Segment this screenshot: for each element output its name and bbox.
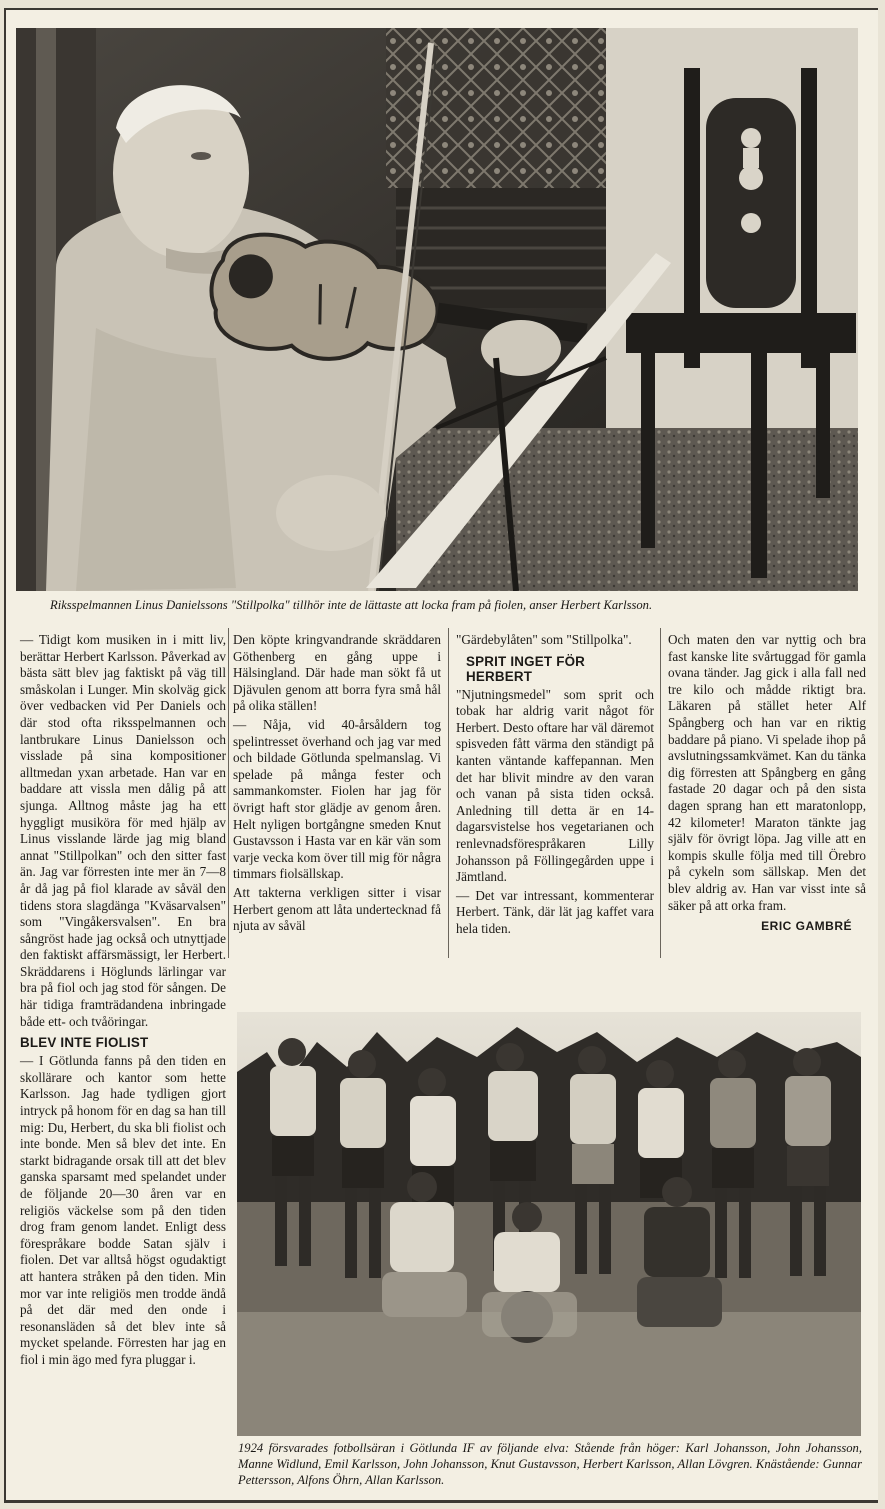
article-column-3 (456, 632, 654, 940)
subheading-sprit-inget: SPRIT INGET FÖR HERBERT (466, 653, 586, 684)
paragraph: Att takterna verkligen sitter i visar Herbert genom att låta undertecknad få njuta av såväl (233, 884, 441, 934)
fiddler-photo-drawing (16, 28, 858, 591)
column-rule (660, 628, 661, 958)
paragraph: — Det var intressant, kommenterar Herbert. Tänk, där lät jag kaffet vara hela tiden. (456, 887, 654, 936)
photo-caption-team: 1924 försvarades fotbollsäran i Götlunda IF av följande elva: Stående från höger: Karl Johansson, John Johansson, Manne Widlund, Emil Karlsson, John Johansson, Knut Gustavsson, Herbert Karlsson, Allan Lövgren. Knästående: Gunnar Pettersson, Alfons Öhrn, Allan Karlsson. (238, 1441, 862, 1487)
article-column-4 (668, 632, 866, 935)
subheading-blev-inte-fiolist: BLEV INTE FIOLIST (20, 1035, 149, 1051)
column-rule (228, 628, 229, 958)
photo-caption-top: Riksspelmannen Linus Danielssons "Stillpolka" tillhör inte de lättaste att locka fram på fiolen, anser Herbert Karlsson. (50, 598, 653, 612)
paragraph: — Tidigt kom musiken in i mitt liv, berättar Herbert Karlsson. Påverkad av bästa sätt blev jag faktiskt på väg till småskolan i Lunger. Min skolväg gick över vedbacken vid Per Daniels och där stod ofta riksspelmannen och lantbrukare Linus Danielsson och visslade på sina kompositioner alltmedan yxan arbetade. Han var en baddare att vissla men dålig på att sjunga. Alltnog måste jag ha ett hyggligt musiköra för med hjälp av Linus visslande lärde jag mig bland annat "Stillpolkan" och den sitter fast än. Jag var förresten inte mer än 7—8 år då jag på fiol klarade av såväl den tidens stora slagdänga "Kväsarvalsen" som "Vingåkersvalsen". En bra sångröst hade jag också och utnyttjade den faktiskt affärsmässigt, ler Herbert. Skräddarens i Höglunds lärlingar var bra på fiol och jag stod för sången. De här tidiga framträdandena inbringade både ett- och tvåöringar. (20, 632, 226, 1029)
paragraph: — I Götlunda fanns på den tiden en skollärare och kantor som hette Karlsson. Jag hade tydligen gjort intryck på honom för en dag sa han till mig: Du, Herbert, du ska bli fiolist och inte bonde. Men så blev det inte. En starkt bidragande orsak till att det blev ganska sparsamt med spelandet under de följande 20—30 åren var en religiös väckelse som på den tiden drog fram genom landet. Enligt dess förespråkare bodde Satan själv i fiolen. Det var alltså högst ogudaktigt att hantera stråken på den tiden. Min mor var inte religiös men trodde ändå på det där med den onde i resonansläden så det blev inte så mycket spelande. Förresten har jag en fiol i min ägo med fyra pluggar i. (20, 1053, 226, 1367)
paragraph: "Njutningsmedel" som sprit och tobak har aldrig varit något för Herbert. Desto oftare har väl däremot spisveden fått värma den ständigt på kanten väntande kaffepannan. Men det har blivit mindre av den varan och vanan på sista tiden också. Anledning till detta är en 14-dagarsvistelse hos vegetarianen och renlevnadsförespråkaren Lilly Johansson på Föllingegården uppe i Jämtland. (456, 686, 654, 885)
paragraph: — Nåja, vid 40-årsåldern tog spelintresset överhand och jag var med och bildade Götlunda spelmanslag. Vi spelade på många fester och sammankomster. Fiolen har jag för övrigt haft stor glädje av genom åren. Helt nyligen bortgångne smeden Knut Gustavsson i Hasta var en kär vän som varje vecka kom över till mig för några timmars fiolsällskap. (233, 716, 441, 882)
byline: ERIC GAMBRÉ (761, 919, 852, 934)
paragraph: "Gärdebylåten" som "Stillpolka". (456, 632, 632, 647)
football-team-photo (237, 1012, 861, 1436)
fiddler-photo (16, 28, 858, 591)
paragraph: Och maten den var nyttig och bra fast kanske lite svårtuggad för gamla ovana tänder. Jag gick i alla fall ned tre kilo och mådde riktigt bra. Läkaren på stället heter Alf Spångberg och han var en riktig baddare på piano. Vi spelade ihop på avslutningssamkvämet. Kan du tänka dig förresten att Spångberg en gång fastade 20 dagar och på den sista dagen sprang han ett maratonlopp, 42 kilometer! Maraton tänkte jag själv för övrigt löpa. Jag ville att en kompis skulle följa med till Örebro på cykeln som sällskap. Men det blev aldrig av. Han var visst inte så säker på att orka fram. (668, 632, 866, 913)
paragraph: Den köpte kringvandrande skräddaren Göthenberg en gång uppe i Hälsingland. Där hade man sökt få ut Djävulen genom att borra fyra små hål på olika ställen! (233, 632, 441, 714)
article-column-2 (233, 632, 441, 937)
column-rule (448, 628, 449, 958)
article-column-1 (20, 632, 226, 1371)
football-team-photo-drawing (237, 1012, 861, 1436)
